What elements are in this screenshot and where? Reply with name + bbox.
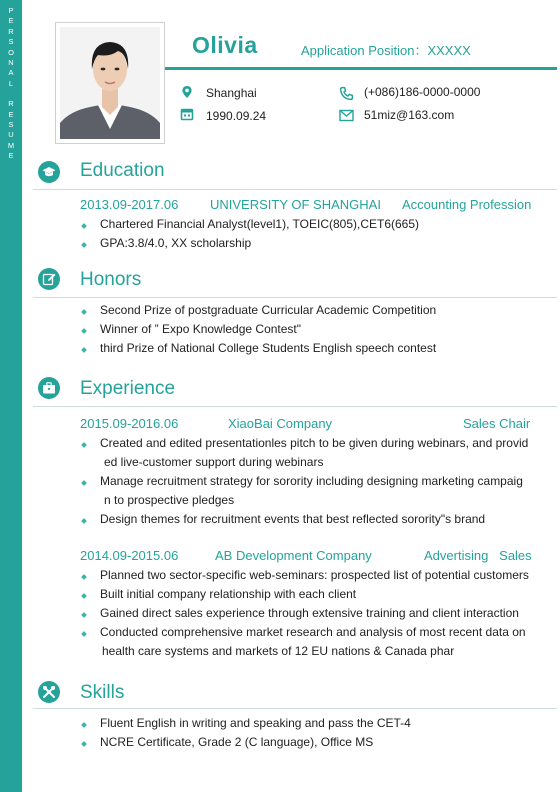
profile-photo-frame — [55, 22, 165, 144]
phone-icon — [339, 86, 354, 101]
bullet-marker — [81, 574, 87, 580]
side-letter: R — [8, 99, 14, 109]
job2-company: AB Development Company — [215, 548, 372, 563]
job1-bullet: Created and edited presentationles pitch to be given during webinars, and provid — [100, 436, 529, 450]
job1-bullet-continued: n to prospective pledges — [104, 493, 235, 507]
education-bullet: GPA:3.8/4.0, XX scholarship — [100, 236, 252, 250]
honors-divider — [33, 297, 557, 298]
side-letter: R — [8, 26, 14, 36]
job2-bullet-continued: health care systems and markets of 12 EU nations & Canada phar — [102, 644, 455, 658]
city-text: Shanghai — [206, 86, 257, 100]
side-letter: P — [8, 6, 14, 15]
honors-badge — [38, 268, 60, 290]
phone-text: (+086)186-0000-0000 — [364, 85, 481, 99]
bullet-marker — [81, 347, 87, 353]
side-letter: E — [8, 109, 14, 119]
education-badge — [38, 161, 60, 183]
experience-badge — [38, 377, 60, 399]
side-letter: S — [8, 120, 14, 130]
honors-bullet: third Prize of National College Students English speech contest — [100, 341, 437, 355]
side-letter: L — [8, 78, 14, 88]
bullet-marker — [81, 518, 87, 524]
bullet-marker — [81, 480, 87, 486]
bullet-marker — [81, 328, 87, 334]
honors-bullet: Second Prize of postgraduate Curricular Academic Competition — [100, 303, 437, 317]
skills-divider — [33, 708, 557, 709]
side-letter: O — [8, 47, 14, 57]
skills-badge — [38, 681, 60, 703]
bullet-marker — [81, 242, 87, 248]
job1-company: XiaoBai Company — [228, 416, 333, 431]
side-bar — [0, 0, 22, 792]
birth-date-text: 1990.09.24 — [206, 109, 267, 123]
job2-role: Advertising Sales — [424, 548, 532, 563]
side-label — [0, 6, 22, 162]
job2-bullet: Conducted comprehensive market research and analysis of most recent data on — [100, 625, 526, 639]
side-letter: U — [8, 130, 14, 140]
job2-bullet: Built initial company relationship with each client — [100, 587, 357, 601]
education-divider — [33, 189, 557, 190]
honors-title: Honors — [80, 269, 142, 290]
job1-bullet: Manage recruitment strategy for sorority including designing marketing campaig — [100, 474, 523, 488]
job2-date: 2014.09-2015.06 — [80, 548, 179, 563]
bullet-marker — [81, 442, 87, 448]
job1-bullet: Design themes for recruitment events that best reflected sorority"s brand — [100, 512, 486, 526]
side-letter: S — [8, 37, 14, 47]
skills-bullet: Fluent English in writing and speaking and pass the CET-4 — [100, 716, 411, 730]
skills-bullet: NCRE Certificate, Grade 2 (C language), Office MS — [100, 735, 374, 749]
job2-bullet: Planned two sector-specific web-seminars: prospected list of potential customers — [100, 568, 529, 582]
applicant-name: Olivia — [192, 32, 258, 58]
email-text: 51miz@163.com — [364, 108, 455, 122]
mail-icon — [339, 109, 354, 122]
side-letter: N — [8, 58, 14, 68]
honors-bullet: Winner of ” Expo Knowledge Contest" — [100, 322, 302, 336]
job1-role: Sales Chair — [463, 416, 531, 431]
side-letter: E — [8, 16, 14, 26]
job1-bullet-continued: ed live-customer support during webinars — [104, 455, 324, 469]
experience-title: Experience — [80, 378, 176, 399]
tools-icon — [42, 685, 56, 699]
profile-photo — [60, 27, 160, 139]
bullet-marker — [81, 741, 87, 747]
edit-icon — [42, 272, 56, 286]
application-position: Application Position：XXXXX — [301, 43, 471, 58]
skills-title: Skills — [80, 682, 125, 703]
bullet-marker — [81, 612, 87, 618]
bullet-marker — [81, 631, 87, 637]
education-date: 2013.09-2017.06 — [80, 197, 179, 212]
bullet-marker — [81, 223, 87, 229]
job2-bullet: Gained direct sales experience through extensive training and client interaction — [100, 606, 519, 620]
portrait-illustration — [60, 27, 160, 139]
side-gap — [0, 89, 22, 99]
education-title: Education — [80, 160, 165, 181]
briefcase-icon — [42, 381, 56, 395]
calendar-icon — [180, 107, 194, 121]
bullet-marker — [81, 309, 87, 315]
experience-divider — [33, 406, 557, 407]
side-letter: A — [8, 68, 14, 78]
education-bullet: Chartered Financial Analyst(level1), TOEIC(805),CET6(665) — [100, 217, 420, 231]
bullet-marker — [81, 593, 87, 599]
education-major: Accounting Profession — [402, 197, 532, 212]
location-icon — [180, 85, 194, 99]
graduation-cap-icon — [42, 165, 56, 179]
header-divider — [165, 67, 557, 70]
education-school: UNIVERSITY OF SHANGHAI — [210, 197, 381, 212]
side-letter: E — [8, 151, 14, 161]
bullet-marker — [81, 722, 87, 728]
side-letter: M — [7, 140, 15, 150]
job1-date: 2015.09-2016.06 — [80, 416, 179, 431]
